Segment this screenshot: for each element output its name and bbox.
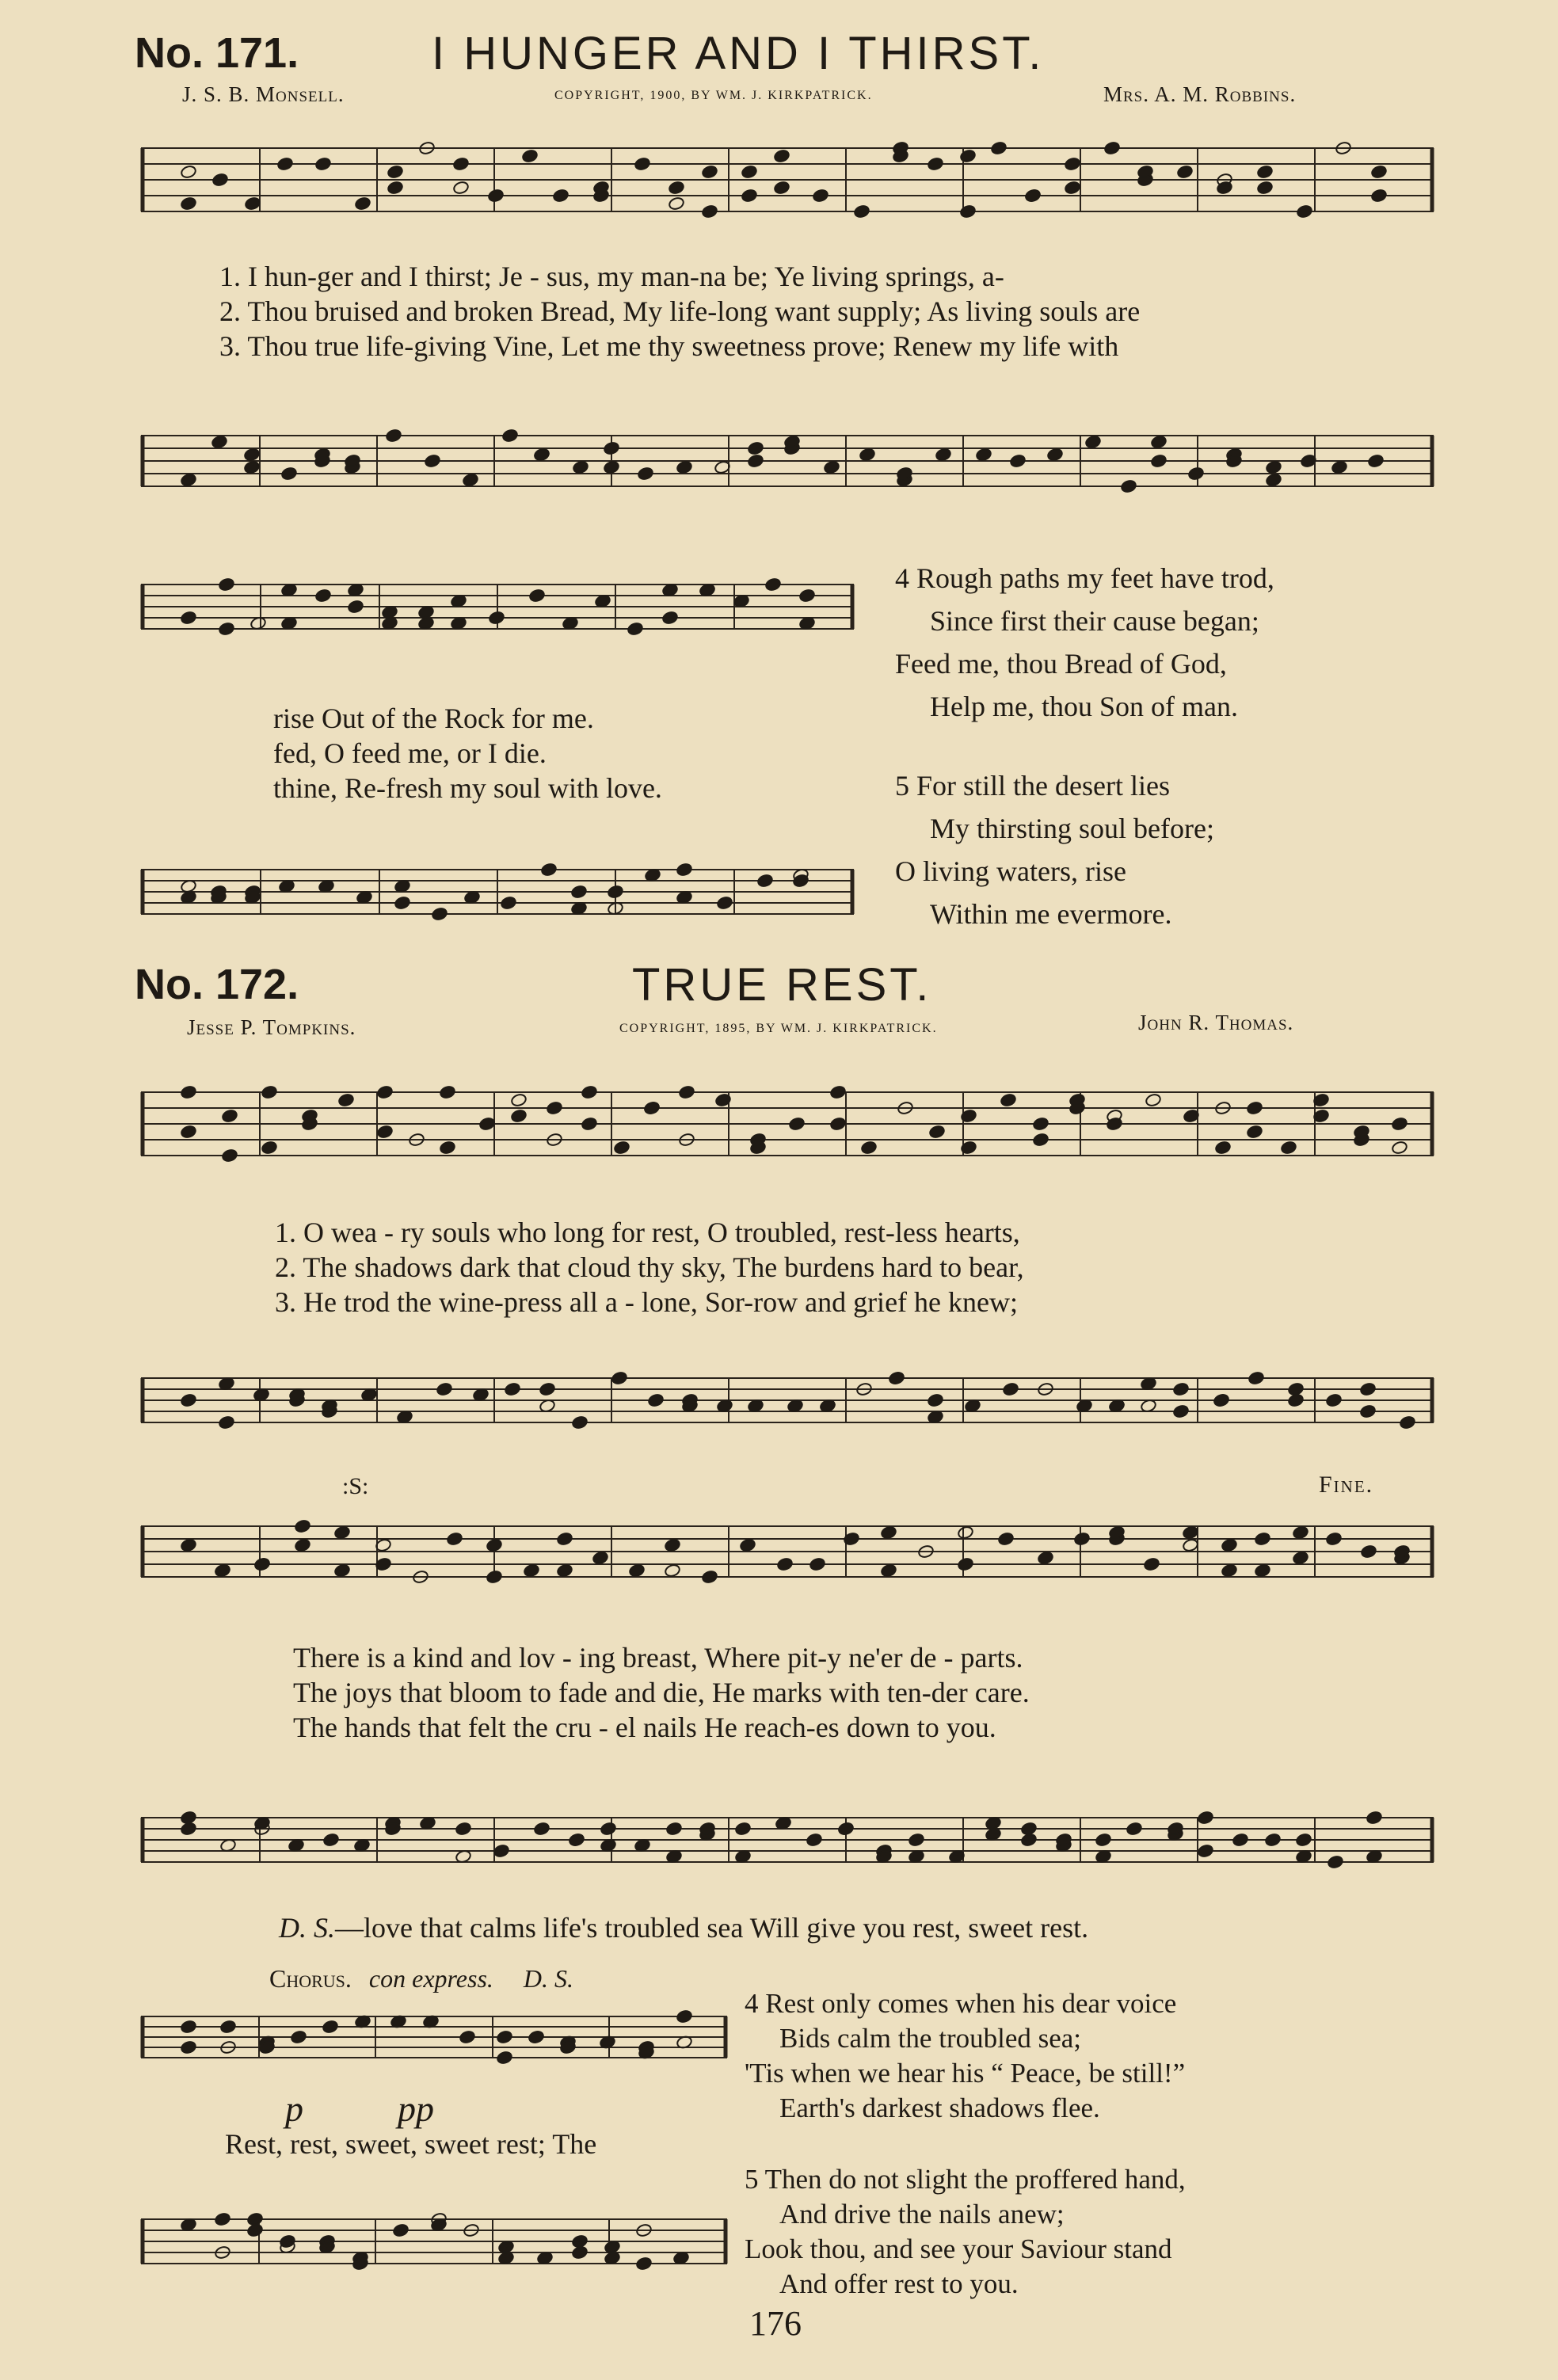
lyrics-171-verse3: 3. Thou true life-giving Vine, Let me thy sweetness prove; Renew my life with (219, 330, 1119, 362)
hymn-172-composer: John R. Thomas. (1138, 1011, 1294, 1034)
hymn-171-composer: Mrs. A. M. Robbins. (1103, 82, 1297, 106)
dynamic-p: p (285, 2089, 303, 2129)
lyrics-172-verse1: 1. O wea - ry souls who long for rest, O troubled, rest-less hearts, (275, 1217, 1020, 1248)
hymn-171-author: J. S. B. Monsell. (182, 82, 345, 106)
fine-marking: Fine. (1319, 1472, 1374, 1498)
hymn-171-title: I HUNGER AND I THIRST. (432, 28, 1045, 79)
treble-staff-172-2 (141, 1509, 1434, 1604)
treble-staff-172-chorus (141, 2002, 727, 2081)
chorus-heading: Chorus. con express. D. S. (269, 1964, 574, 1993)
verse-171-4: 4 Rough paths my feet have trod, Since first their cause began; Feed me, thou Bread of God, Help me, thou Son of man. (895, 562, 1274, 722)
bass-staff-171-2 (141, 854, 854, 941)
bass-staff-172-chorus (141, 2203, 727, 2291)
chorus-lyrics: Rest, rest, sweet, sweet rest; The (225, 2128, 597, 2160)
bass-staff-171-1 (141, 418, 1434, 513)
treble-staff-172-1 (141, 1071, 1434, 1190)
hymn-172-title: TRUE REST. (632, 959, 932, 1011)
ds-line: D. S.—love that calms life's troubled sea Will give you rest, sweet rest. (279, 1912, 1089, 1944)
lyrics-171-verse2: 2. Thou bruised and broken Bread, My life-long want supply; As living souls are (219, 295, 1141, 327)
lyrics-172-verse3: 3. He trod the wine-press all a - lone, Sor-row and grief he knew; (275, 1286, 1018, 1318)
verse-172-4: 4 Rest only comes when his dear voice Bids calm the troubled sea; 'Tis when we hear his “ Peace, be still!” Earth's darkest shadows flee. (745, 1988, 1186, 2123)
lyrics-172-verse2: 2. The shadows dark that cloud thy sky, The burdens hard to bear, (275, 1251, 1024, 1283)
lyrics-171-verse1: 1. I hun-ger and I thirst; Je - sus, my man-na be; Ye living springs, a- (219, 261, 1004, 292)
lyrics-171-end-verse3: thine, Re-fresh my soul with love. (273, 772, 662, 804)
bass-staff-172-1 (141, 1362, 1434, 1449)
hymn-172-number: No. 172. (135, 961, 299, 1008)
lyrics-171-end-verse2: fed, O feed me, or I die. (273, 737, 547, 769)
verse-171-5: 5 For still the desert lies My thirsting soul before; O living waters, rise Within me evermore. (895, 770, 1214, 930)
dynamic-pp: pp (398, 2089, 434, 2129)
segno-sign: :S: (342, 1473, 369, 1499)
lyrics-171-end-verse1: rise Out of the Rock for me. (273, 703, 594, 734)
verse-172-5: 5 Then do not slight the proffered hand, And drive the nails anew; Look thou, and see your Saviour stand And offer rest to you. (745, 2164, 1186, 2299)
lyrics-172-refrain-verse3: The hands that felt the cru - el nails He reach-es down to you. (293, 1712, 996, 1743)
page-number: 176 (749, 2304, 802, 2343)
lyrics-172-refrain-verse1: There is a kind and lov - ing breast, Where pit-y ne'er de - parts. (293, 1642, 1023, 1674)
hymn-172-author: Jesse P. Tompkins. (187, 1015, 356, 1039)
hymn-171-number: No. 171. (135, 29, 299, 77)
treble-staff-171-2 (141, 569, 854, 656)
hymn-171-copyright: COPYRIGHT, 1900, BY WM. J. KIRKPATRICK. (554, 89, 873, 102)
lyrics-172-refrain-verse2: The joys that bloom to fade and die, He marks with ten-der care. (293, 1677, 1030, 1708)
hymn-172-copyright: COPYRIGHT, 1895, BY WM. J. KIRKPATRICK. (619, 1022, 938, 1035)
bass-staff-172-2 (141, 1802, 1434, 1889)
treble-staff-171-1 (141, 127, 1434, 246)
